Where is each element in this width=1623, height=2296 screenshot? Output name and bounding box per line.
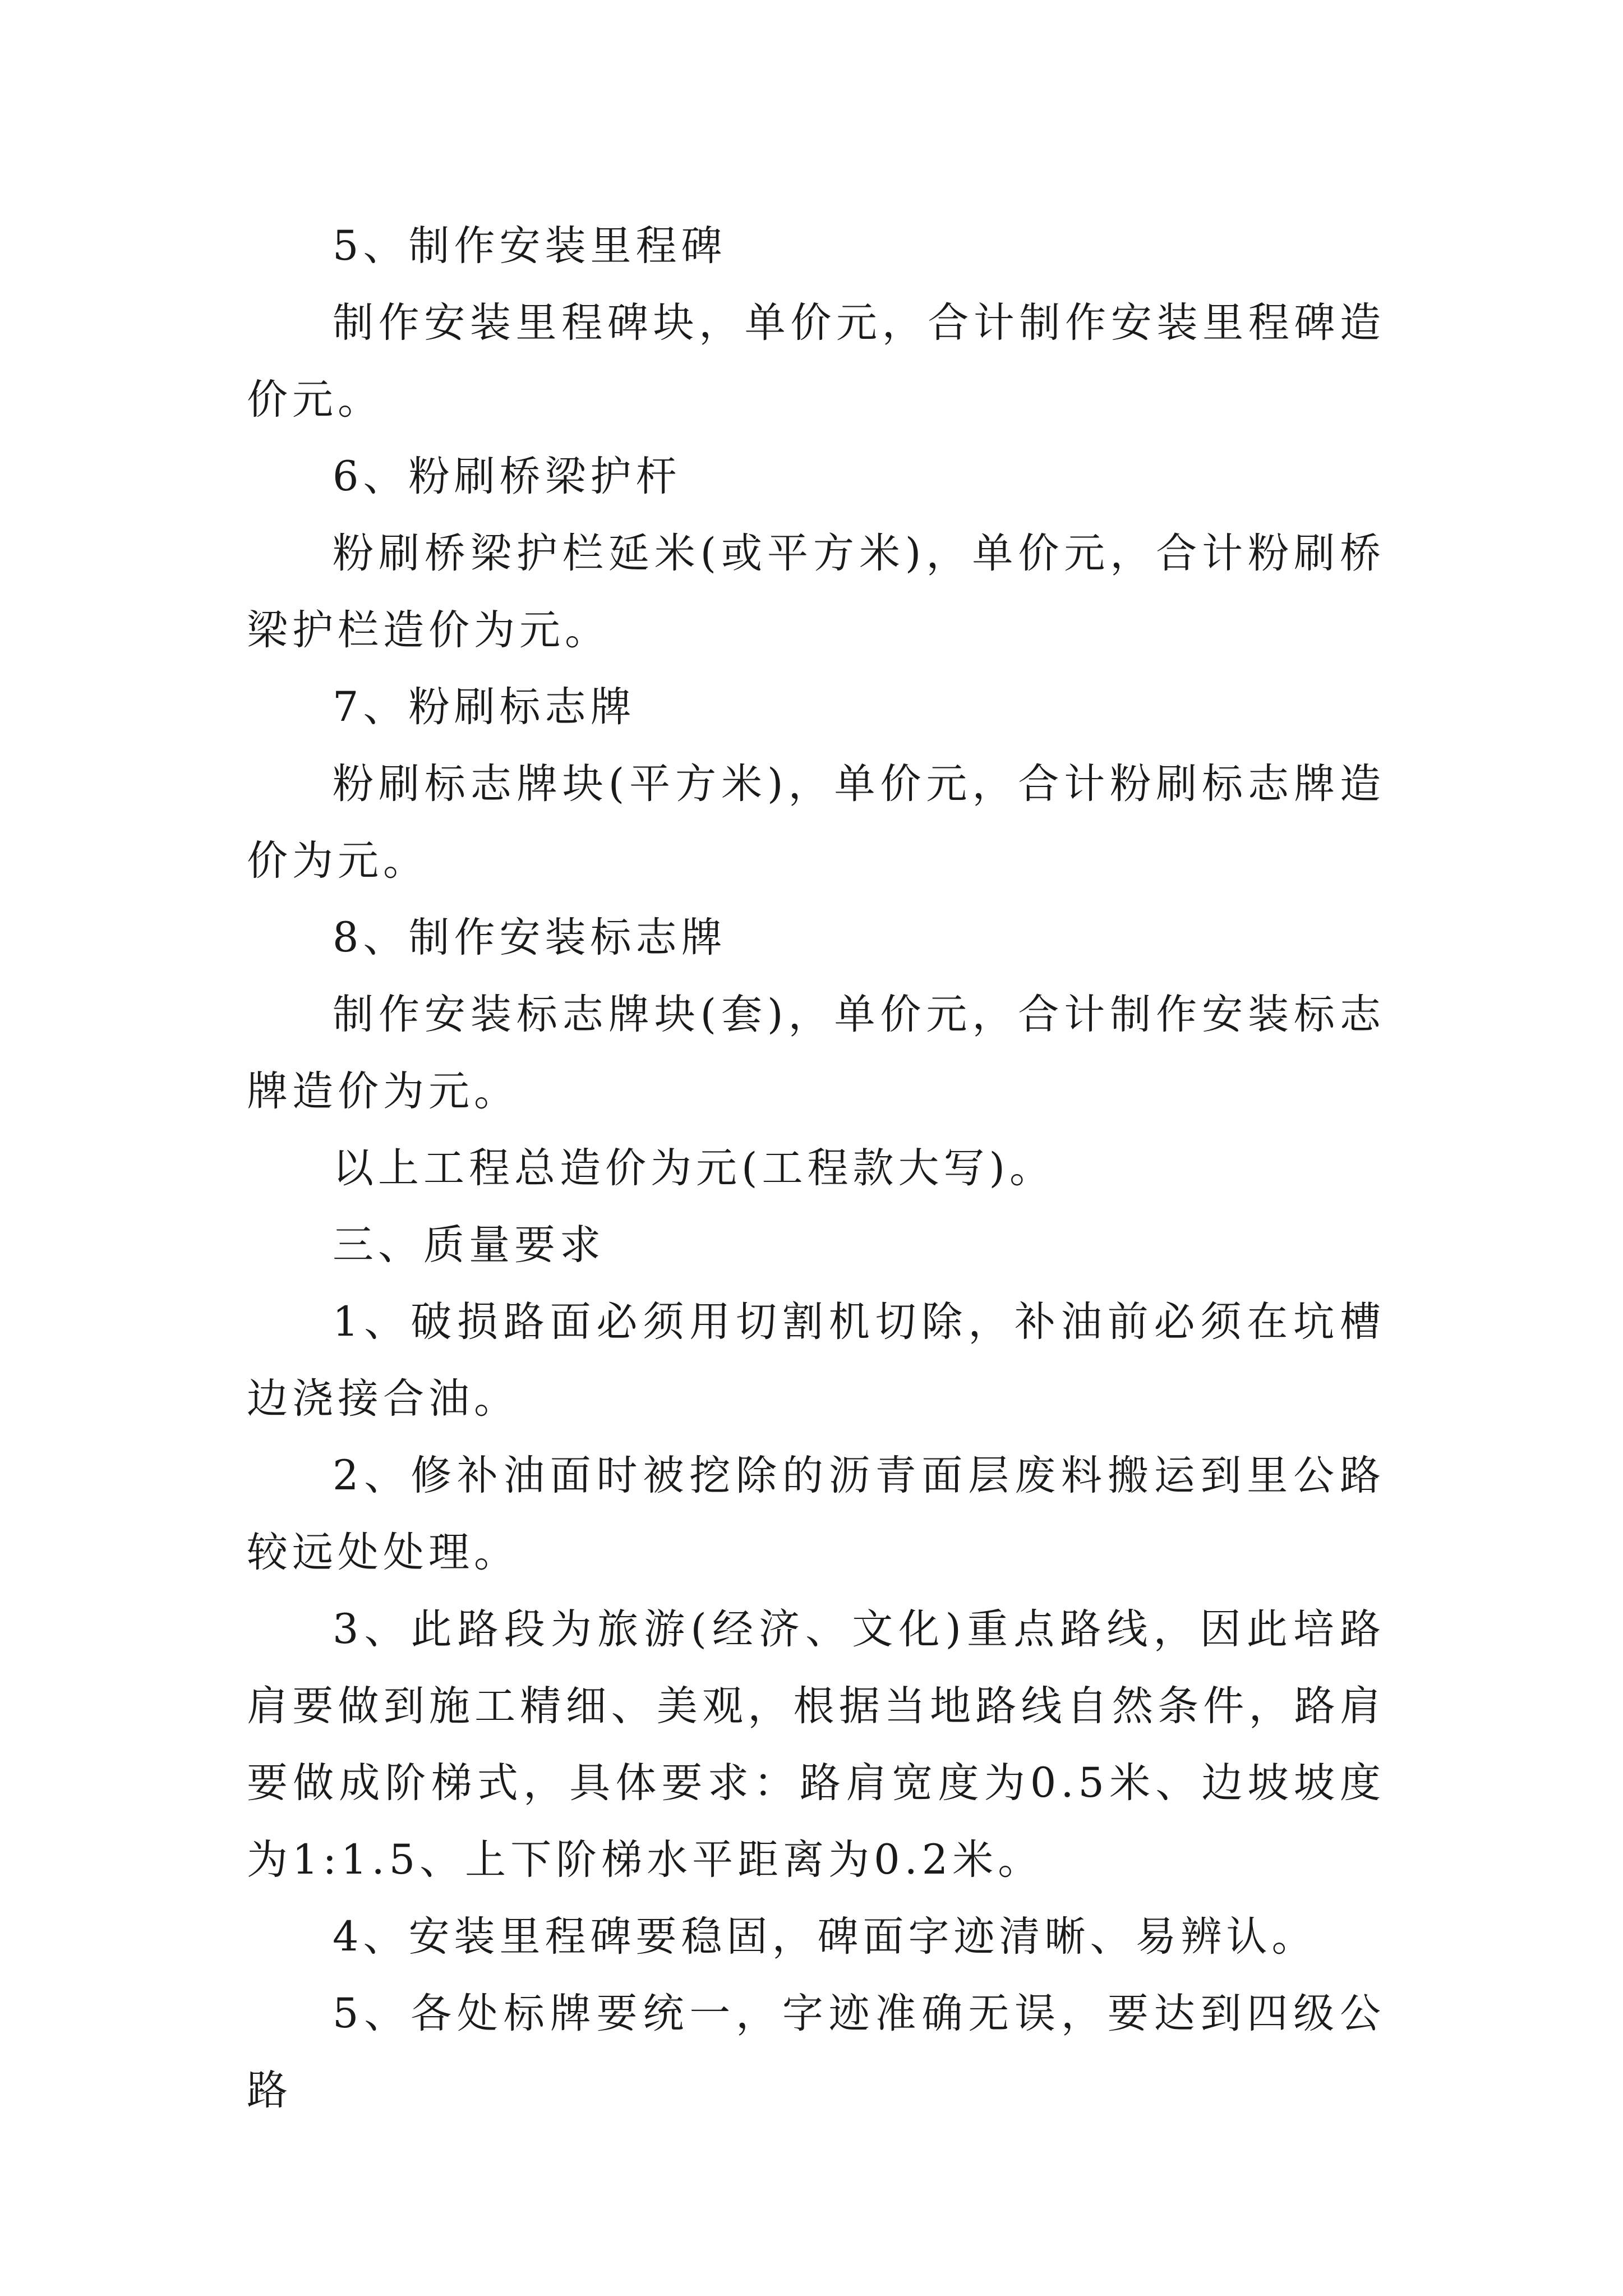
section-heading-bridge-rail: 6、粉刷桥梁护杆 xyxy=(333,453,681,500)
quality-item-5: 5、各处标牌要统一，字迹准确无误，要达到四级公路 xyxy=(247,1990,1385,2114)
paragraph-bridge-rail-cost: 粉刷桥梁护栏延米(或平方米)，单价元，合计粉刷桥梁护栏造价为元。 xyxy=(247,530,1385,654)
paragraph-paint-sign-cost: 粉刷标志牌块(平方米)，单价元，合计粉刷标志牌造价为元。 xyxy=(247,760,1385,885)
quality-item-3: 3、此路段为旅游(经济、文化)重点路线，因此培路肩要做到施工精细、美观，根据当地路线自然条件，路肩要做成阶梯式，具体要求：路肩宽度为0.5米、边坡坡度为1:1.5、上下阶梯水平距离为0.2米。 xyxy=(247,1605,1385,1884)
document-body xyxy=(247,208,1385,2129)
section-heading-quality: 三、质量要求 xyxy=(333,1221,605,1269)
quality-item-4: 4、安装里程碑要稳固，碑面字迹清晰、易辨认。 xyxy=(333,1913,1317,1961)
paragraph-install-sign-cost: 制作安装标志牌块(套)，单价元，合计制作安装标志牌造价为元。 xyxy=(247,991,1385,1115)
paragraph-total-cost: 以上工程总造价为元(工程款大写)。 xyxy=(333,1144,1055,1192)
quality-item-2: 2、修补油面时被挖除的沥青面层废料搬运到里公路较远处处理。 xyxy=(247,1452,1385,1576)
section-heading-paint-sign: 7、粉刷标志牌 xyxy=(333,683,636,731)
paragraph-milestone-cost: 制作安装里程碑块，单价元，合计制作安装里程碑造价元。 xyxy=(247,299,1385,424)
section-heading-milestone: 5、制作安装里程碑 xyxy=(333,222,727,270)
section-heading-install-sign: 8、制作安装标志牌 xyxy=(333,914,727,961)
quality-item-1: 1、破损路面必须用切割机切除，补油前必须在坑槽边浇接合油。 xyxy=(247,1298,1385,1423)
